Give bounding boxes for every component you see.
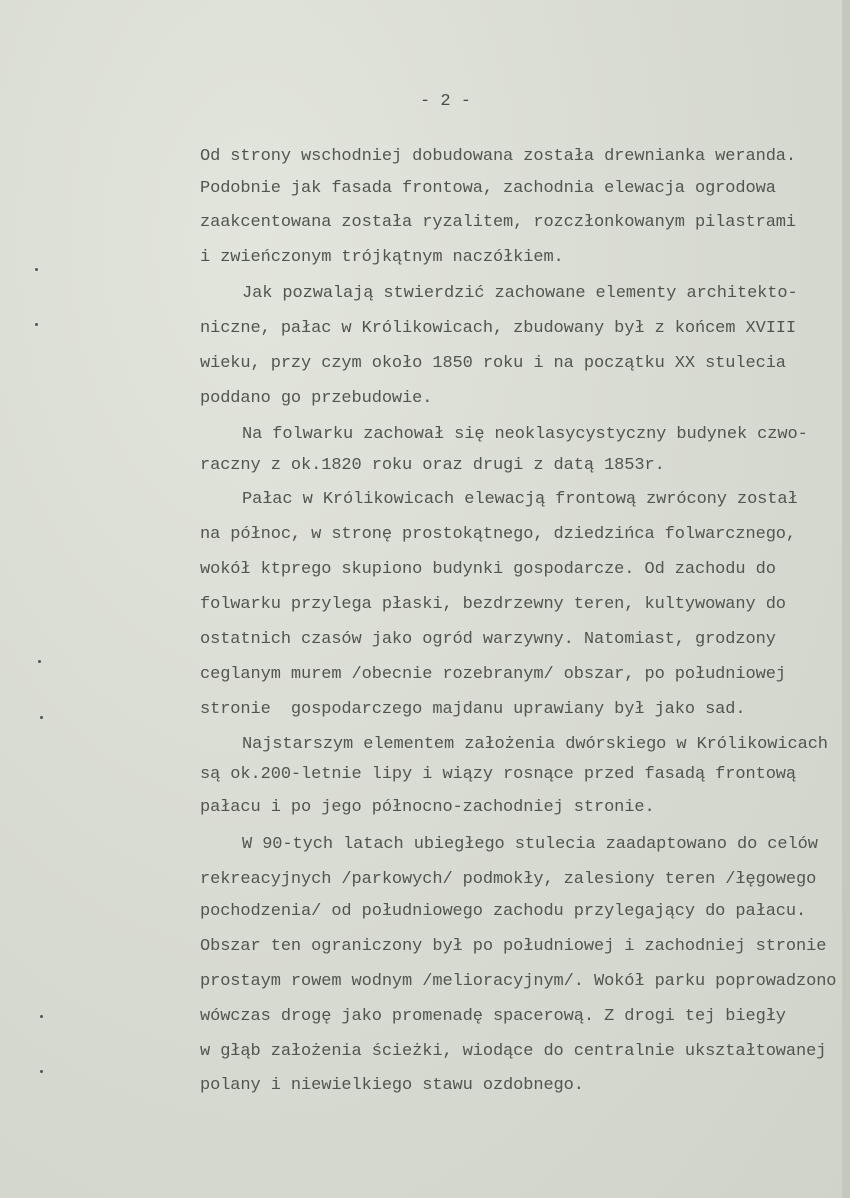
margin-mark [35,323,38,326]
text-line: Jak pozwalają stwierdzić zachowane elementy architekto- [242,284,798,303]
text-line: ostatnich czasów jako ogród warzywny. Natomiast, grodzony [200,630,776,649]
text-line: na północ, w stronę prostokątnego, dziedzińca folwarcznego, [200,525,796,544]
text-line: rekreacyjnych /parkowych/ podmokły, zalesiony teren /łęgowego [200,870,817,889]
margin-mark [40,1070,43,1073]
text-line: zaakcentowana została ryzalitem, rozczłonkowanym pilastrami [200,213,796,232]
text-line: Pałac w Królikowicach elewacją frontową zwrócony został [242,490,798,509]
text-line: i zwieńczonym trójkątnym naczółkiem. [200,248,564,267]
paper-edge [842,0,850,1198]
margin-mark [40,1015,43,1018]
text-line: pochodzenia/ od południowego zachodu przylegający do pałacu. [200,902,807,921]
margin-mark [40,716,43,719]
text-line: Obszar ten ograniczony był po południowej i zachodniej stronie [200,937,827,956]
text-line: Na folwarku zachował się neoklasycystyczny budynek czwo- [242,425,808,444]
text-line: pałacu i po jego północno-zachodniej stronie. [200,798,655,817]
text-line: poddano go przebudowie. [200,389,433,408]
margin-mark [35,268,38,271]
page-number: - 2 - [420,92,472,111]
text-line: Najstarszym elementem założenia dwórskiego w Królikowicach [242,735,828,754]
text-line: Podobnie jak fasada frontowa, zachodnia elewacja ogrodowa [200,179,776,198]
text-line: W 90-tych latach ubiegłego stulecia zaadaptowano do celów [242,835,818,854]
text-line: raczny z ok.1820 roku oraz drugi z datą 1853r. [200,456,665,475]
text-line: w głąb założenia ścieżki, wiodące do centralnie ukształtowanej [200,1042,827,1061]
text-line: niczne, pałac w Królikowicach, zbudowany był z końcem XVIII [200,319,796,338]
text-line: stronie gospodarczego majdanu uprawiany był jako sad. [200,700,746,719]
margin-mark [38,660,41,663]
text-line: folwarku przylega płaski, bezdrzewny teren, kultywowany do [200,595,786,614]
text-line: wokół ktprego skupiono budynki gospodarcze. Od zachodu do [200,560,776,579]
text-line: wówczas drogę jako promenadę spacerową. Z drogi tej biegły [200,1007,786,1026]
text-line: wieku, przy czym około 1850 roku i na początku XX stulecia [200,354,786,373]
text-line: są ok.200-letnie lipy i wiązy rosnące przed fasadą frontową [200,765,796,784]
text-line: ceglanym murem /obecnie rozebranym/ obszar, po południowej [200,665,786,684]
text-line: Od strony wschodniej dobudowana została drewnianka weranda. [200,147,796,166]
text-line: prostaym rowem wodnym /melioracyjnym/. Wokół parku poprowadzono [200,972,837,991]
text-line: polany i niewielkiego stawu ozdobnego. [200,1076,584,1095]
